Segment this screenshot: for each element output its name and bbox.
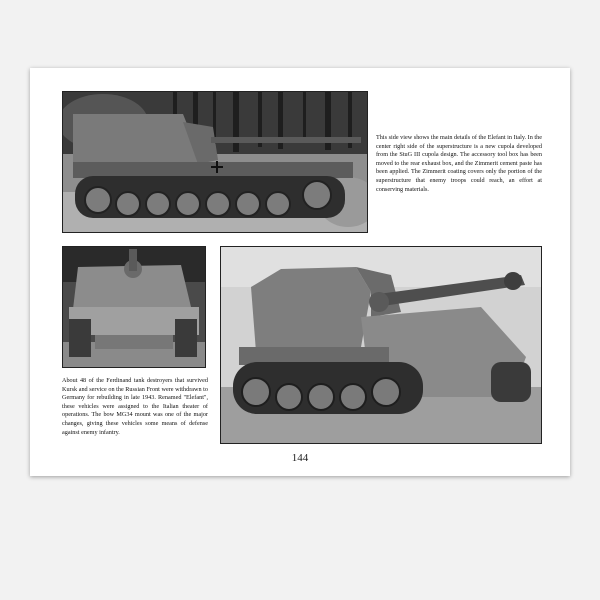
caption-side-view: This side view shows the main details of the Elefant in Italy. In the center right side of the superstructure is a new cupola developed from the StuG III cupola design. The accessory tool box has been moved to the rear exhaust box, and the Zimmerit cement paste has been applied. The Zimmerit coating covers only the portion of the superstructure that enemy troops could reach, an effort at conserving materials. (376, 134, 542, 193)
book-page (30, 68, 570, 476)
photo-elefant-three-quarter-view (220, 246, 542, 444)
caption-rebuilding: About 48 of the Ferdinand tank destroyers that survived Kursk and service on the Russian Front were withdrawn to Germany for rebuilding in late 1943. Renamed "Elefant", these vehicles were assigned to the Italian theater of operations. The bow MG34 mount was one of the major changes, giving these vehicles some means of defense against enemy infantry. (62, 377, 208, 436)
photo-elefant-side-view (62, 91, 368, 233)
photo-elefant-front-view (62, 246, 206, 368)
page-number: 144 (291, 452, 309, 464)
